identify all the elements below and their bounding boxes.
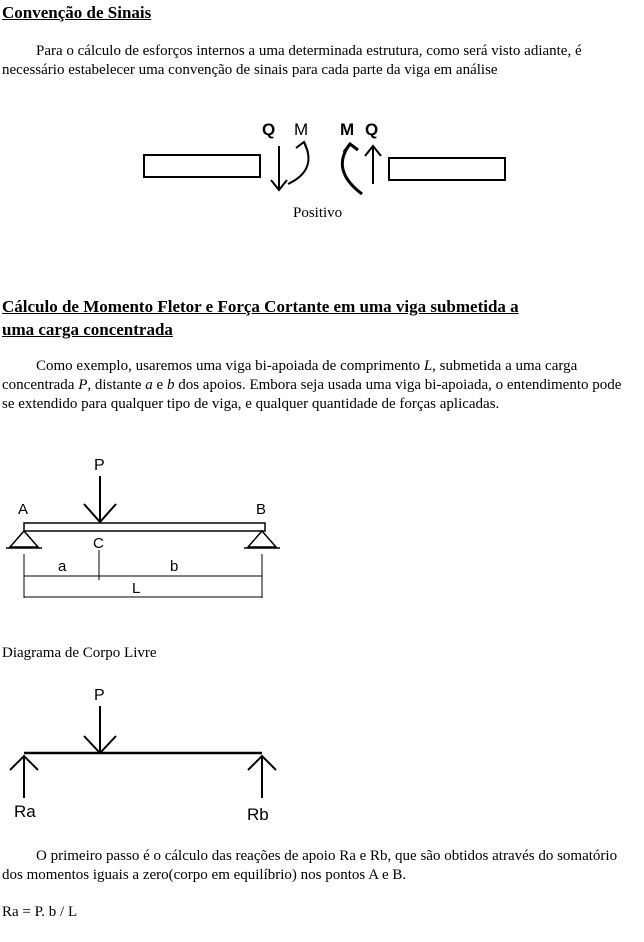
point-c-label: C — [93, 535, 104, 552]
pin-support-a-icon — [6, 531, 42, 548]
right-shear-arrow-icon — [365, 146, 381, 184]
text-segment: Como exemplo, usaremos uma viga bi-apoiada de comprimento — [36, 358, 424, 374]
free-body-diagram — [0, 680, 300, 825]
simply-supported-beam-diagram — [0, 450, 300, 605]
text-segment: e — [152, 377, 167, 393]
title-line-1: Cálculo de Momento Fletor e Força Cortante em uma viga submetida a — [2, 297, 519, 316]
var-b: b — [166, 377, 175, 393]
title-line-2: uma carga concentrada — [2, 320, 173, 339]
left-shear-label: Q — [262, 120, 276, 139]
left-moment-arc-icon — [288, 142, 308, 184]
beam — [24, 523, 265, 531]
load-label: P — [94, 457, 105, 474]
var-a: a — [145, 377, 153, 393]
dim-l-label: L — [132, 580, 141, 597]
sign-convention-paragraph: Para o cálculo de esforços internos a uma determinada estrutura, como será visto adiante, é necessário estabelecer uma convenção de sinais para cada parte da viga em análise — [2, 43, 582, 78]
var-load: P — [78, 377, 88, 393]
free-body-load-label: P — [94, 687, 105, 704]
var-length: L — [423, 358, 433, 374]
right-moment-label: M — [340, 120, 355, 139]
reaction-a-arrow-icon — [10, 756, 38, 798]
left-moment-label: M — [294, 120, 309, 139]
example-paragraph — [2, 357, 630, 414]
right-shear-label: Q — [365, 120, 379, 139]
support-b-label: B — [256, 501, 267, 518]
reaction-b-label: Rb — [247, 805, 269, 824]
reaction-formula: Ra = P. b / L — [2, 904, 78, 920]
section-title-moment-shear — [2, 295, 642, 341]
positive-caption: Positivo — [293, 205, 343, 221]
text-segment: , distante — [87, 377, 146, 393]
free-body-title: Diagrama de Corpo Livre — [2, 645, 157, 661]
left-shear-arrow-icon — [271, 146, 287, 190]
support-a-label: A — [18, 501, 29, 518]
sign-convention-diagram — [0, 110, 644, 230]
text-segment: , submetida a uma carga concentrada — [2, 358, 578, 393]
load-arrow-icon — [84, 476, 116, 522]
reaction-b-arrow-icon — [248, 756, 276, 798]
dim-a-label: a — [58, 558, 67, 575]
right-moment-arc-icon — [342, 144, 362, 194]
dim-b-label: b — [170, 558, 179, 575]
right-beam-segment — [389, 158, 505, 180]
reaction-a-label: Ra — [14, 802, 36, 821]
reactions-paragraph: O primeiro passo é o cálculo das reações de apoio Ra e Rb, que são obtidos através do somatório dos momentos iguais a zero(corpo em equilíbrio) nos pontos A e B. — [2, 848, 618, 883]
pin-support-b-icon — [244, 531, 280, 548]
left-beam-segment — [144, 155, 260, 177]
section-title-sign-convention: Convenção de Sinais — [2, 3, 152, 22]
free-body-load-arrow-icon — [84, 706, 116, 753]
text-segment: dos apoios. Embora seja usada uma viga bi-apoiada, o entendimento pode se extendido para qualquer tipo de viga, e qualquer quantidade de forças aplicadas. — [2, 377, 622, 412]
